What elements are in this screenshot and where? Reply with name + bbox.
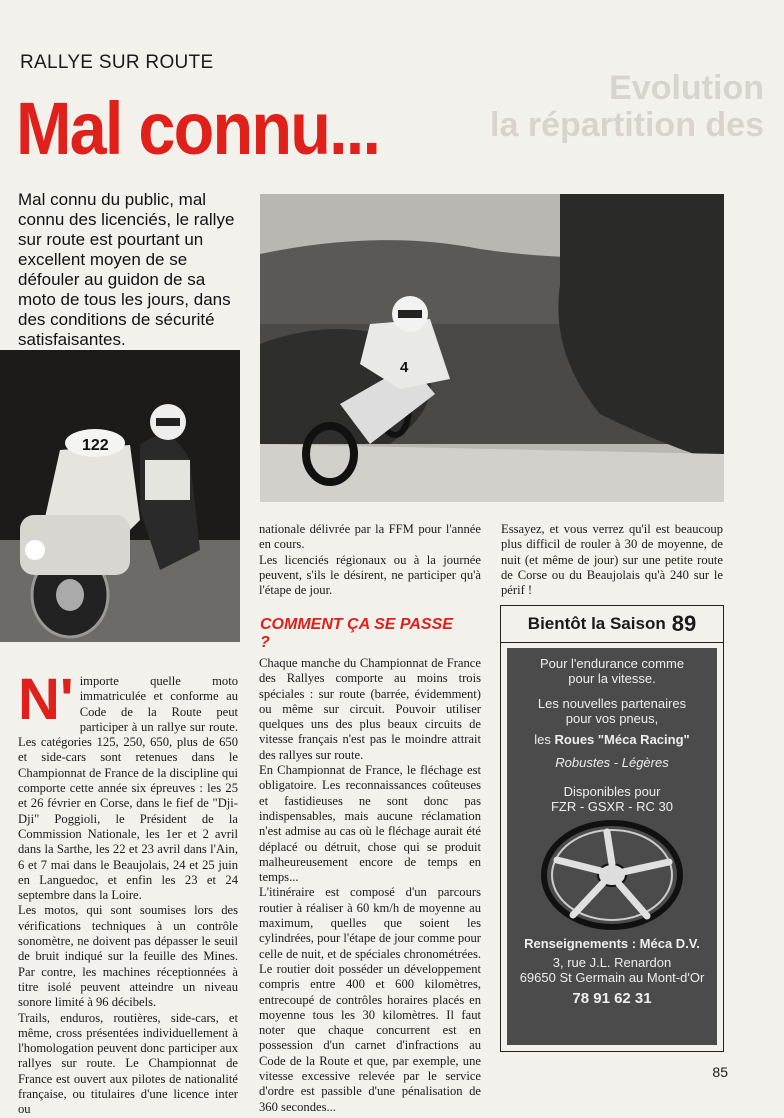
ad-header (501, 606, 723, 643)
ad-contact-title: Renseignements : Méca D.V. (524, 936, 700, 951)
ad-line-3: Les nouvelles partenaires (537, 696, 687, 711)
photo-rider-road (260, 194, 724, 502)
ad-address-1: 3, rue J.L. Renardon (552, 955, 672, 970)
col1-paragraph-1: importe quelle moto immatriculée et conforme au Code de la Route peut participer à un rallye sur route. Les catégories 125, 250, 650, plus de 650 et side-cars sont retenues dans le Championnat de France de la discipline qui comporte cette année six épreuves : les 25 et 26 février en Corse, dans le fief de "Dji-Dji" Poggioli, le Président de la Commission Nationale, les 1er et 2 avril dans la Sarthe, les 22 et 23 avril dans l'Ain, 6 et 7 mai dans le Beaujolais, 24 et 25 juin en Languedoc, et enfin les 23 et 24 septembre dans la Loire. (18, 674, 238, 903)
bike-number-122: 122 (82, 437, 109, 454)
ad-line-2: pour la vitesse. (568, 671, 656, 686)
ad-line-6: Robustes - Légères (555, 755, 669, 770)
article-intro: Mal connu du public, mal connu des licenciés, le rallye sur route est pourtant un excellent moyen de se défouler au guidon de sa moto de tous les jours, dans des conditions de sécurité satisfaisantes. (18, 190, 235, 349)
bleed-through-text: Evolution la répartition des (490, 69, 764, 145)
ad-header-year: 89 (671, 611, 697, 636)
ad-line-4: pour vos pneus, (565, 711, 659, 726)
column-3 (501, 522, 723, 598)
drop-cap: N' (18, 667, 74, 732)
section-subhead: COMMENT ÇA SE PASSE ? (260, 616, 453, 651)
wheel-advertisement (500, 605, 724, 1052)
col2-paragraph-4: En Championnat de France, le fléchage est obligatoire. Les reconnaissances coûteuses et fastidieuses ne sont donc pas indispensables, mais aucune réclamation n'est admise au cas où le fléchage aurait été déplacé ou détruit, chose qui se produit malheureusement encore de temps en temps... (259, 763, 481, 885)
col2-paragraph-3: Chaque manche du Championnat de France des Rallyes comporte au moins trois spéciales : sur route (barrée, évidemment) ou même sur circuit. Pouvoir utiliser quelques uns des plus beaux circuits de vitesse français n'est pas le moindre attrait des rallyes sur route. (259, 656, 481, 762)
column-2-bottom (259, 656, 481, 1115)
section-rubric: RALLYE SUR ROUTE (20, 52, 214, 73)
col2-paragraph-1: nationale délivrée par la FFM pour l'année en cours. (259, 522, 481, 552)
column-1 (18, 667, 238, 1118)
col2-paragraph-2: Les licenciés régionaux ou à la journée peuvent, s'ils le désirent, ne participer qu'à l'étape de jour. (259, 552, 481, 598)
page-number: 85 (712, 1064, 728, 1080)
column-2-top (259, 522, 481, 598)
ad-line-5 (507, 732, 717, 747)
article-title: Mal connu... (16, 87, 380, 170)
wheel-icon (537, 820, 687, 930)
ad-phone: 78 91 62 31 (572, 990, 652, 1007)
col1-paragraph-3: Trails, enduros, routières, side-cars, et même, cross présentées individuellement à l'homologation peuvent donc participer aux rallyes sur route. Le Championnat de France est ouvert aux pilotes de nationalité française, ou titulaires d'une licence inter ou (18, 1010, 238, 1117)
col3-paragraph-1: Essayez, et vous verrez qu'il est beaucoup plus difficil de rouler à 30 de moyenne, de nuit (et même de jour) sur une petite route de Corse ou du Beaujolais qu'à 240 sur le périf ! (501, 522, 723, 598)
ad-address-2: 69650 St Germain au Mont-d'Or (519, 970, 705, 985)
rider-number-4: 4 (400, 359, 409, 376)
col1-paragraph-2: Les motos, qui sont soumises lors des vérifications techniques à un contrôle sonomètre, ne doivent pas dépasser le seuil de bruit indiqué sur la feuille des Mines. Par contre, les machines réceptionnées à titre isolé peuvent atteindre un niveau sonore limité à 96 décibels. (18, 903, 238, 1010)
ad-header-text: Bientôt la Saison (527, 614, 666, 633)
photo-night-motorcycle (0, 350, 240, 642)
ad-line-5-prefix: les (534, 732, 551, 747)
ad-brand: Roues "Méca Racing" (554, 732, 690, 747)
col2-paragraph-5: L'itinéraire est composé d'un parcours routier à réaliser à 60 km/h de moyenne au maximum, quelles que soient les cylindrées, pour l'étape de jour comme pour celle de nuit, et de spéciales chronométrées. Le routier doit posséder un développement compris entre 400 et 600 kilomètres, entrecoupé de contrôles horaires placés en moyenne tous les 30 kilomètres. Il faut noter que chaque concurrent est en possession d'un carnet d'infractions au Code de la Route et que, par exemple, une vitesse excessive relevée par le service d'ordre est passible d'une pénalisation de 360 secondes... (259, 885, 481, 1114)
ad-line-8: FZR - GSXR - RC 30 (550, 799, 674, 814)
ad-line-1: Pour l'endurance comme (539, 656, 685, 671)
ad-body (507, 648, 717, 1045)
ad-line-7: Disponibles pour (563, 784, 661, 799)
